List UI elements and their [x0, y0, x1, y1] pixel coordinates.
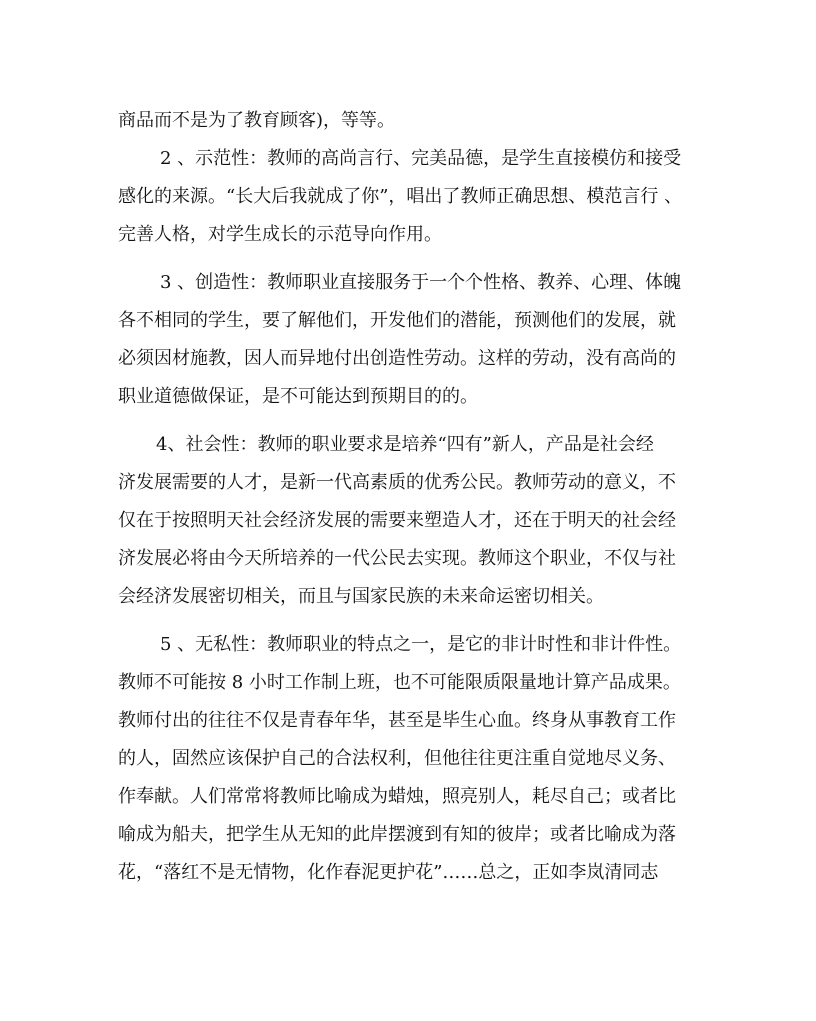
text-line-9: 4、社会性：教师的职业要求是培养“四有”新人，产品是社会经	[156, 434, 654, 455]
text-line-14: 5 、无私性：教师职业的特点之一，是它的非计时性和非计件性。	[160, 634, 682, 655]
text-line-8: 职业道德做保证，是不可能达到预期目的的。	[118, 386, 478, 407]
text-line-16: 教师付出的往往不仅是青春年华，甚至是毕生心血。终身从事教育工作	[118, 710, 676, 731]
text-line-12: 济发展必将由今天所培养的一代公民去实现。教师这个职业，不仅与社	[118, 548, 676, 569]
text-line-17: 的人，固然应该保护自己的合法权利，但他往往更注重自觉地尽义务、	[118, 748, 676, 769]
text-line-1: 商品而不是为了教育顾客)，等等。	[118, 110, 396, 131]
text-line-6: 各不相同的学生，要了解他们，开发他们的潜能，预测他们的发展，就	[118, 310, 676, 331]
text-line-13: 会经济发展密切相关，而且与国家民族的未来命运密切相关。	[118, 586, 604, 607]
text-line-4: 完善人格，对学生成长的示范导向作用。	[118, 224, 442, 245]
text-line-20: 花，“落红不是无情物，化作春泥更护花”……总之，正如李岚清同志	[118, 862, 659, 883]
text-line-2: 2 、示范性：教师的高尚言行、完美品德，是学生直接模仿和接受	[160, 148, 682, 169]
text-line-7: 必须因材施教，因人而异地付出创造性劳动。这样的劳动，没有高尚的	[118, 348, 676, 369]
text-line-11: 仅在于按照明天社会经济发展的需要来塑造人才，还在于明天的社会经	[118, 510, 676, 531]
text-line-5: 3 、创造性：教师职业直接服务于一个个性格、教养、心理、体魄	[160, 272, 682, 293]
text-line-15: 教师不可能按 8 小时工作制上班，也不可能限质限量地计算产品成果。	[118, 672, 681, 693]
text-line-10: 济发展需要的人才，是新一代高素质的优秀公民。教师劳动的意义，不	[118, 472, 676, 493]
text-line-19: 喻成为船夫，把学生从无知的此岸摆渡到有知的彼岸；或者比喻成为落	[118, 824, 676, 845]
text-line-3: 感化的来源。“长大后我就成了你”，唱出了教师正确思想、模范言行 、	[118, 186, 683, 207]
text-line-18: 作奉献。人们常常将教师比喻成为蜡烛，照亮别人，耗尽自己；或者比	[118, 786, 676, 807]
